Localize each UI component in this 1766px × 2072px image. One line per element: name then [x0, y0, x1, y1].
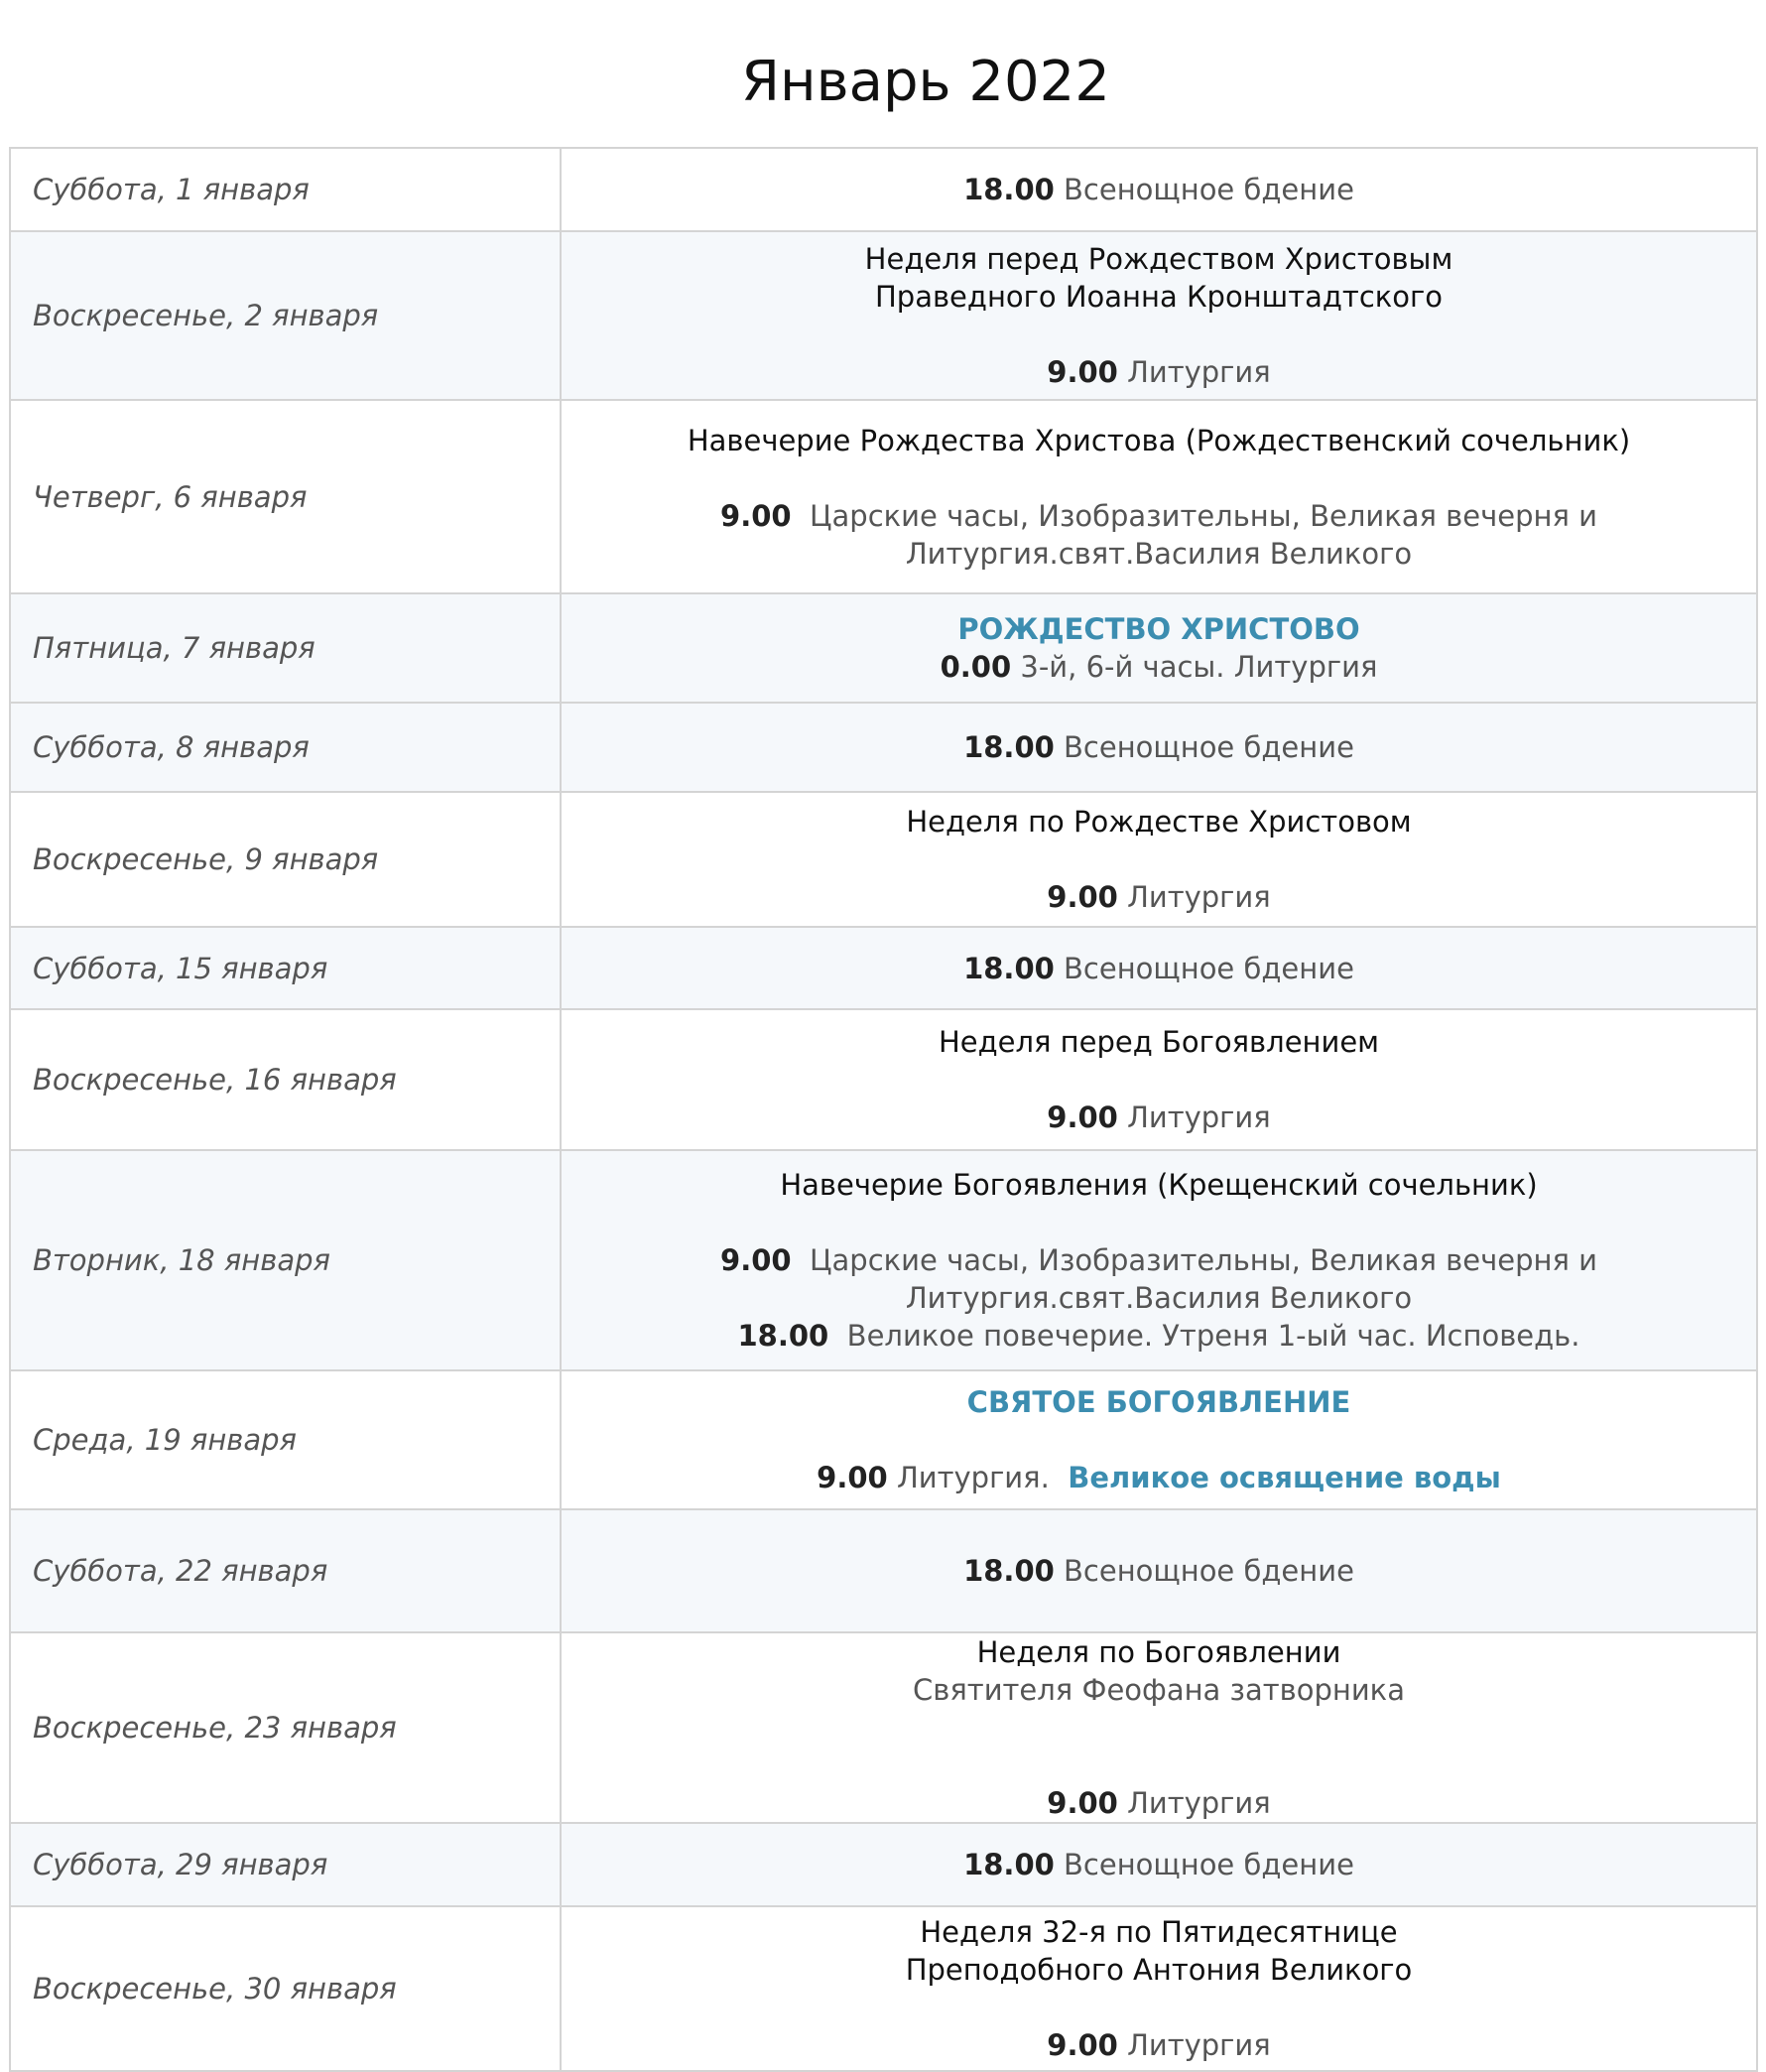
table-row [10, 1823, 1757, 1906]
day-title: Неделя перед Рождеством Христовым [864, 242, 1453, 276]
feast-title: РОЖДЕСТВО ХРИСТОВО [957, 612, 1360, 646]
service-cell [561, 1370, 1757, 1509]
service-highlight: Великое освящение воды [1068, 1461, 1501, 1494]
service-cell [561, 1632, 1757, 1823]
table-row [10, 1906, 1757, 2071]
page-title: Январь 2022 [741, 50, 1110, 114]
day-title: Навечерие Рождества Христова (Рождественский сочельник) [687, 423, 1631, 457]
service-text-cont: Литургия.свят.Василия Великого [905, 1281, 1413, 1315]
service-time: 18.00 [963, 173, 1055, 206]
service-text: Всенощное бдение [1064, 173, 1354, 206]
date-cell: Воскресенье, 2 января [10, 231, 561, 400]
table-row [10, 148, 1757, 231]
day-subtitle: Преподобного Антония Великого [905, 1953, 1413, 1987]
service-time: 18.00 [963, 1848, 1055, 1881]
date-cell: Суббота, 15 января [10, 927, 561, 1009]
table-row [10, 1632, 1757, 1823]
day-subtitle: Праведного Иоанна Кронштадтского [874, 280, 1443, 314]
date-cell: Среда, 19 января [10, 1370, 561, 1509]
service-time: 9.00 [1047, 2028, 1118, 2062]
service-time: 9.00 [1047, 1101, 1118, 1134]
service-time: 9.00 [1047, 355, 1118, 389]
service-text: Литургия [1127, 2028, 1271, 2062]
table-row [10, 927, 1757, 1009]
table-row [10, 1370, 1757, 1509]
service-time: 9.00 [720, 498, 792, 533]
service-cell [561, 148, 1757, 231]
service-cell [561, 1906, 1757, 2071]
table-row [10, 1009, 1757, 1150]
day-title: Навечерие Богоявления (Крещенский сочельник) [780, 1168, 1538, 1202]
date-cell: Воскресенье, 30 января [10, 1906, 561, 2071]
service-time: 9.00 [1047, 880, 1118, 914]
feast-title: СВЯТОЕ БОГОЯВЛЕНИЕ [966, 1385, 1351, 1419]
service-text: Литургия [1127, 355, 1271, 389]
service-text: Великое повечерие. Утреня 1-ый час. Исповедь. [846, 1319, 1580, 1353]
table-row [10, 792, 1757, 927]
day-title: Неделя перед Богоявлением [938, 1025, 1380, 1059]
table-row [10, 1509, 1757, 1632]
service-time: 9.00 [720, 1243, 792, 1277]
day-title: Неделя 32-я по Пятидесятнице [920, 1915, 1398, 1949]
service-cell [561, 1009, 1757, 1150]
service-text: Всенощное бдение [1064, 1848, 1354, 1881]
service-text-cont: Литургия.свят.Василия Великого [905, 536, 1413, 571]
service-text: Всенощное бдение [1064, 1554, 1354, 1588]
service-time: 18.00 [963, 951, 1055, 985]
service-text: Литургия [1127, 1786, 1271, 1820]
date-cell: Вторник, 18 января [10, 1150, 561, 1370]
service-text: Литургия. [896, 1461, 1050, 1494]
service-cell [561, 703, 1757, 792]
date-cell: Пятница, 7 января [10, 593, 561, 703]
date-cell: Суббота, 8 января [10, 703, 561, 792]
table-row [10, 1150, 1757, 1370]
service-cell [561, 1509, 1757, 1632]
date-cell: Суббота, 1 января [10, 148, 561, 231]
table-row [10, 593, 1757, 703]
day-subtitle: Святителя Феофана затворника [913, 1673, 1405, 1707]
schedule-table [9, 147, 1758, 2072]
service-text: Всенощное бдение [1064, 730, 1354, 764]
service-time: 9.00 [1047, 1786, 1118, 1820]
service-time: 18.00 [963, 1554, 1055, 1588]
table-row [10, 400, 1757, 593]
service-text: Литургия [1127, 880, 1271, 914]
service-time: 18.00 [737, 1319, 829, 1353]
service-cell [561, 593, 1757, 703]
service-text: Царские часы, Изобразительны, Великая вечерня и [810, 1243, 1597, 1277]
table-row [10, 231, 1757, 400]
service-cell [561, 927, 1757, 1009]
day-title: Неделя по Рождестве Христовом [906, 805, 1412, 839]
service-text: Литургия [1127, 1101, 1271, 1134]
date-cell: Четверг, 6 января [10, 400, 561, 593]
service-cell [561, 231, 1757, 400]
table-row [10, 703, 1757, 792]
service-cell [561, 1823, 1757, 1906]
date-cell: Воскресенье, 16 января [10, 1009, 561, 1150]
service-time: 18.00 [963, 730, 1055, 764]
service-cell [561, 400, 1757, 593]
service-text: Царские часы, Изобразительны, Великая вечерня и [810, 498, 1597, 533]
date-cell: Воскресенье, 23 января [10, 1632, 561, 1823]
service-time: 0.00 [940, 650, 1012, 684]
service-time: 9.00 [817, 1461, 888, 1494]
service-text: Всенощное бдение [1064, 951, 1354, 985]
date-cell: Воскресенье, 9 января [10, 792, 561, 927]
date-cell: Суббота, 22 января [10, 1509, 561, 1632]
service-cell [561, 1150, 1757, 1370]
day-title: Неделя по Богоявлении [976, 1635, 1341, 1669]
date-cell: Суббота, 29 января [10, 1823, 561, 1906]
service-text: 3-й, 6-й часы. Литургия [1020, 650, 1378, 684]
service-cell [561, 792, 1757, 927]
